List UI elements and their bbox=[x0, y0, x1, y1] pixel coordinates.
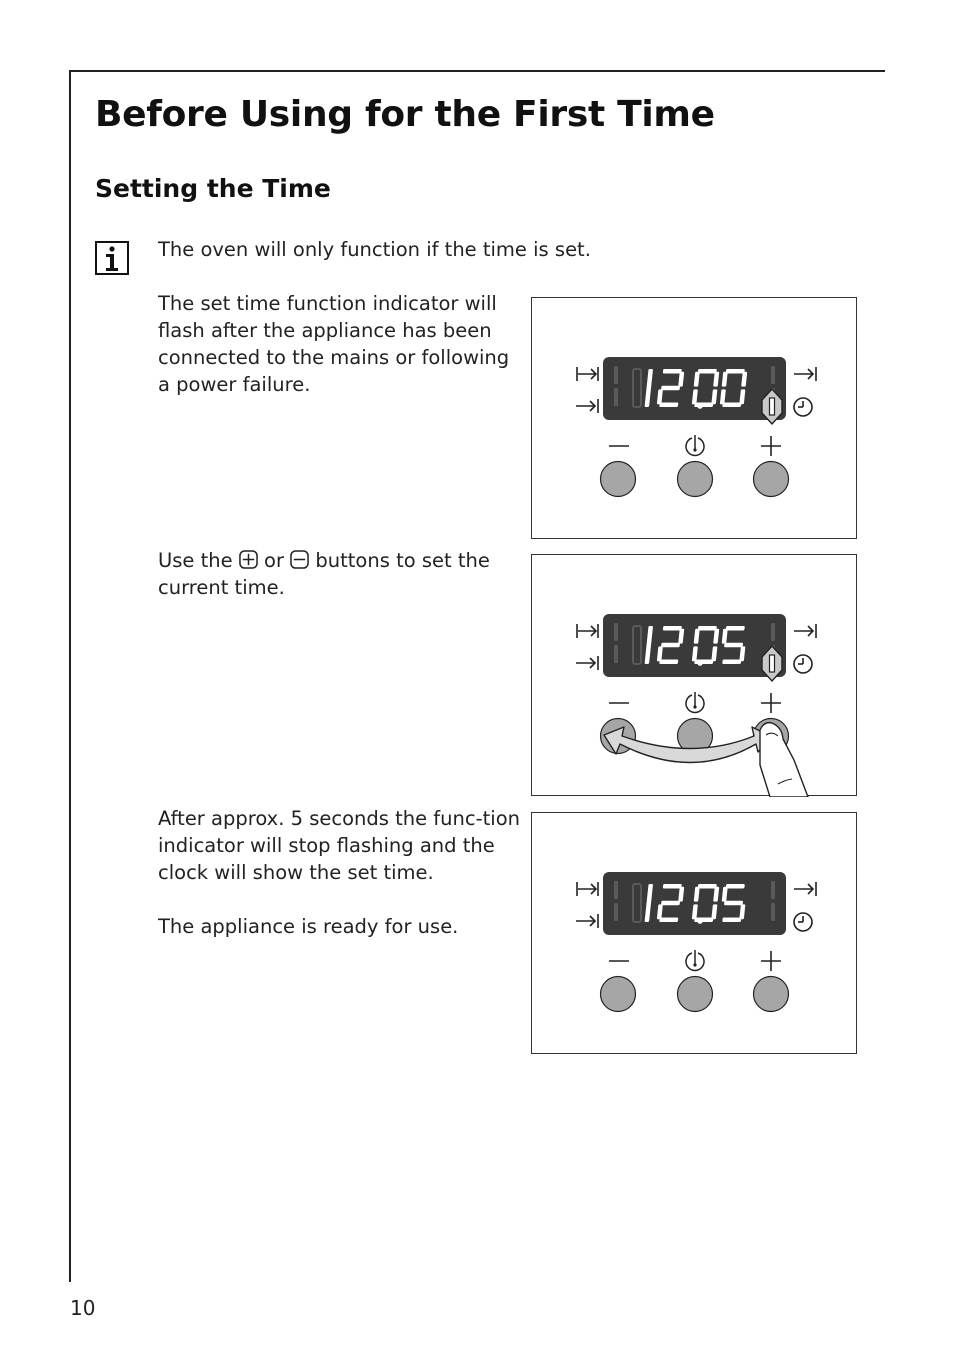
timer-button bbox=[678, 462, 713, 497]
time-display bbox=[603, 872, 786, 935]
end-icon bbox=[794, 367, 816, 381]
info-note: The oven will only function if the time is set. bbox=[158, 238, 591, 261]
time-separator-dot bbox=[697, 660, 703, 666]
plus-sign-icon bbox=[761, 693, 781, 713]
cook-duration-icon bbox=[577, 624, 598, 638]
step-1-text: The set time function indicator will flash after the appliance has been connected to the mains or following a power failure. bbox=[158, 292, 510, 396]
section-title: Setting the Time bbox=[95, 174, 331, 203]
time-display bbox=[603, 357, 786, 420]
minus-button-icon bbox=[290, 550, 309, 569]
end-icon bbox=[794, 882, 816, 896]
ready-text: The appliance is ready for use. bbox=[158, 915, 459, 938]
start-icon bbox=[576, 656, 598, 670]
step-3-text: After approx. 5 seconds the func-tion indicator will stop flashing and the clock will show the set time. bbox=[158, 807, 520, 884]
control-panel-illustration-3 bbox=[531, 812, 857, 1054]
step-2-text-after: buttons to set the current time. bbox=[158, 549, 490, 599]
control-panel-svg bbox=[532, 813, 858, 1055]
minus-button bbox=[601, 977, 636, 1012]
clock-icon bbox=[794, 913, 812, 931]
timer-button bbox=[678, 977, 713, 1012]
clock-icon bbox=[794, 398, 812, 416]
control-panel-illustration-1 bbox=[531, 297, 857, 539]
control-panel-svg bbox=[532, 555, 858, 797]
info-icon bbox=[95, 241, 129, 275]
plus-button bbox=[754, 462, 789, 497]
plus-sign-icon bbox=[761, 951, 781, 971]
time-separator-dot bbox=[697, 918, 703, 924]
page-number: 10 bbox=[70, 1296, 96, 1320]
step-2-text-middle: or bbox=[264, 549, 284, 572]
left-rule bbox=[69, 70, 71, 1282]
time-display bbox=[603, 614, 786, 677]
control-panel-svg bbox=[532, 298, 858, 540]
end-icon bbox=[794, 624, 816, 638]
plus-button bbox=[754, 977, 789, 1012]
time-separator-dot bbox=[697, 403, 703, 409]
cook-duration-icon bbox=[577, 367, 598, 381]
timer-icon bbox=[686, 692, 704, 712]
start-icon bbox=[576, 914, 598, 928]
timer-icon bbox=[686, 950, 704, 970]
step-2-text-before: Use the bbox=[158, 549, 233, 572]
page-title: Before Using for the First Time bbox=[95, 94, 715, 135]
plus-sign-icon bbox=[761, 436, 781, 456]
step-2-text bbox=[158, 547, 520, 601]
control-panel-illustration-2 bbox=[531, 554, 857, 796]
cook-duration-icon bbox=[577, 882, 598, 896]
top-rule bbox=[69, 70, 885, 72]
plus-button-icon bbox=[239, 550, 258, 569]
clock-icon bbox=[794, 655, 812, 673]
minus-button bbox=[601, 462, 636, 497]
timer-icon bbox=[686, 435, 704, 455]
start-icon bbox=[576, 399, 598, 413]
